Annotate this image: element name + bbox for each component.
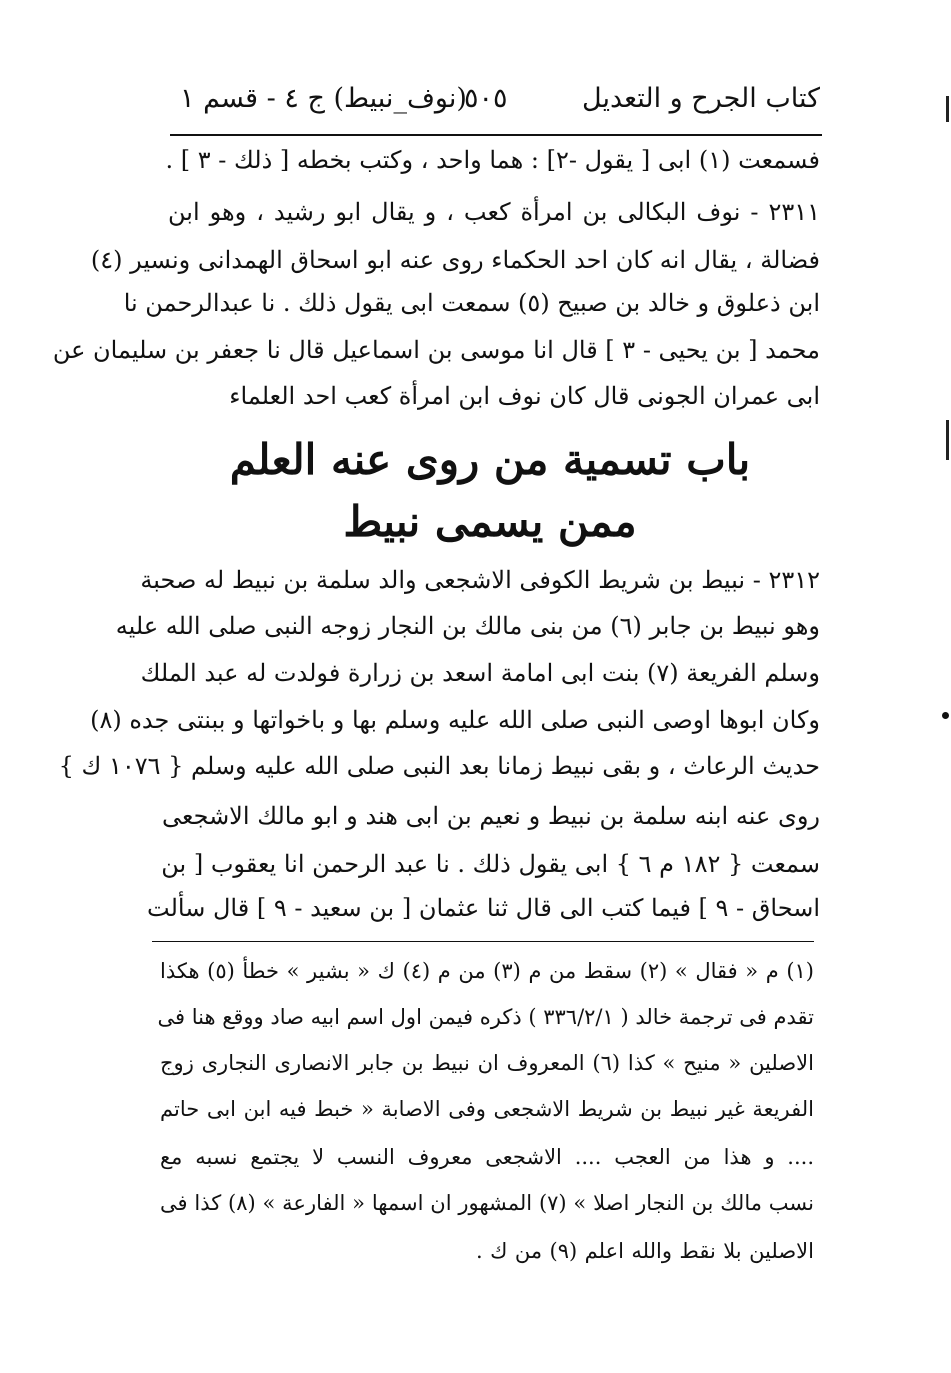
text-line: سمعت { ١٨٢ م ٦ } ابى يقول ذلك . نا عبد الرحمن انا يعقوب [ بن — [161, 850, 820, 878]
text-line: وسلم الفريعة (٧) بنت ابى امامة اسعد بن زرارة فولدت له عبد الملك — [140, 659, 820, 687]
footnote-line: الفريعة غير نبيط بن شريط الاشجعى وفى الاصابة « خبط فيه ابن ابى حاتم — [160, 1097, 814, 1121]
section-heading: باب تسمية من روى عنه العلم — [229, 435, 751, 484]
footnote-line: الاصلين بلا نقط والله اعلم (٩) من ك . — [476, 1239, 814, 1263]
edge-mark — [946, 96, 949, 122]
text-line: وهو نبيط بن جابر (٦) من بنى مالك بن النجار زوجه النبى صلى الله عليه — [115, 612, 820, 640]
text-line: روى عنه ابنه سلمة بن نبيط و نعيم بن ابى هند و ابو مالك الاشجعى — [162, 802, 820, 830]
margin-mark — [942, 712, 949, 719]
text-line: فضالة ، يقال انه كان احد الحكماء روى عنه ابو اسحاق الهمدانى ونسير (٤) — [90, 246, 820, 274]
text-line: فسمعت (١) ابى [ يقول -٢] : هما واحد ، وكتب بخطه [ ذلك - ٣ ] . — [165, 146, 820, 174]
footnote-line: الاصلين « منيح » كذا (٦) المعروف ان نبيط بن جابر الانصارى النجارى زوج — [160, 1051, 814, 1075]
page-number: ٥٠٥ — [464, 83, 508, 114]
text-line: ابى عمران الجونى قال كان نوف ابن امرأة كعب احد العلماء — [229, 382, 820, 410]
footnote-line: (١) م « فقال » (٢) سقط من م (٣) من م (٤) ك « بشير » خطأ (٥) هكذا — [160, 959, 814, 983]
book-title: كتاب الجرح و التعديل — [582, 83, 820, 114]
section-range: (نوف_نبيط) ج ٤ - قسم ١ — [180, 83, 467, 114]
text-line: اسحاق - ٩ ] فيما كتب الى قال ثنا عثمان [ بن سعيد - ٩ ] قال سألت — [147, 894, 820, 922]
edge-mark — [946, 420, 949, 460]
text-line: محمد [ بن يحيى - ٣ ] قال انا موسى بن اسماعيل قال نا جعفر بن سليمان عن — [52, 336, 820, 364]
running-header — [172, 74, 820, 124]
footnote-line: نسب مالك بن النجار اصلا » (٧) المشهور ان اسمها « الفارعة » (٨) كذا فى — [160, 1191, 814, 1215]
text-line: ٢٣١٢ - نبيط بن شريط الكوفى الاشجعى والد سلمة بن نبيط له صحبة — [140, 566, 820, 594]
text-line: وكان ابوها اوصى النبى صلى الله عليه وسلم بها و باخواتها و ببنتى جده (٨) — [90, 706, 820, 734]
footnote-line: .... و هذا من العجب .... الاشجعى معروف النسب لا يجتمع نسبه مع — [160, 1145, 814, 1169]
footnote-rule — [152, 941, 814, 942]
text-line: ابن ذعلوق و خالد بن صبيح (٥) سمعت ابى يقول ذلك . نا عبدالرحمن نا — [123, 289, 820, 317]
footnote-line: تقدم فى ترجمة خالد ( ٣٣٦/٢/١ ) ذكره فيمن اول اسم ابيه صاد ووقع هنا فى — [157, 1005, 814, 1029]
header-rule — [170, 134, 822, 136]
text-line: حديث الرعاث ، و بقى نبيط زمانا بعد النبى صلى الله عليه وسلم { ١٠٧٦ ك } — [58, 752, 820, 780]
section-subheading: ممن يسمى نبيط — [343, 497, 637, 546]
text-line: ٢٣١١ - نوف البكالى بن امرأة كعب ، و يقال ابو رشيد ، وهو ابن — [168, 198, 820, 226]
